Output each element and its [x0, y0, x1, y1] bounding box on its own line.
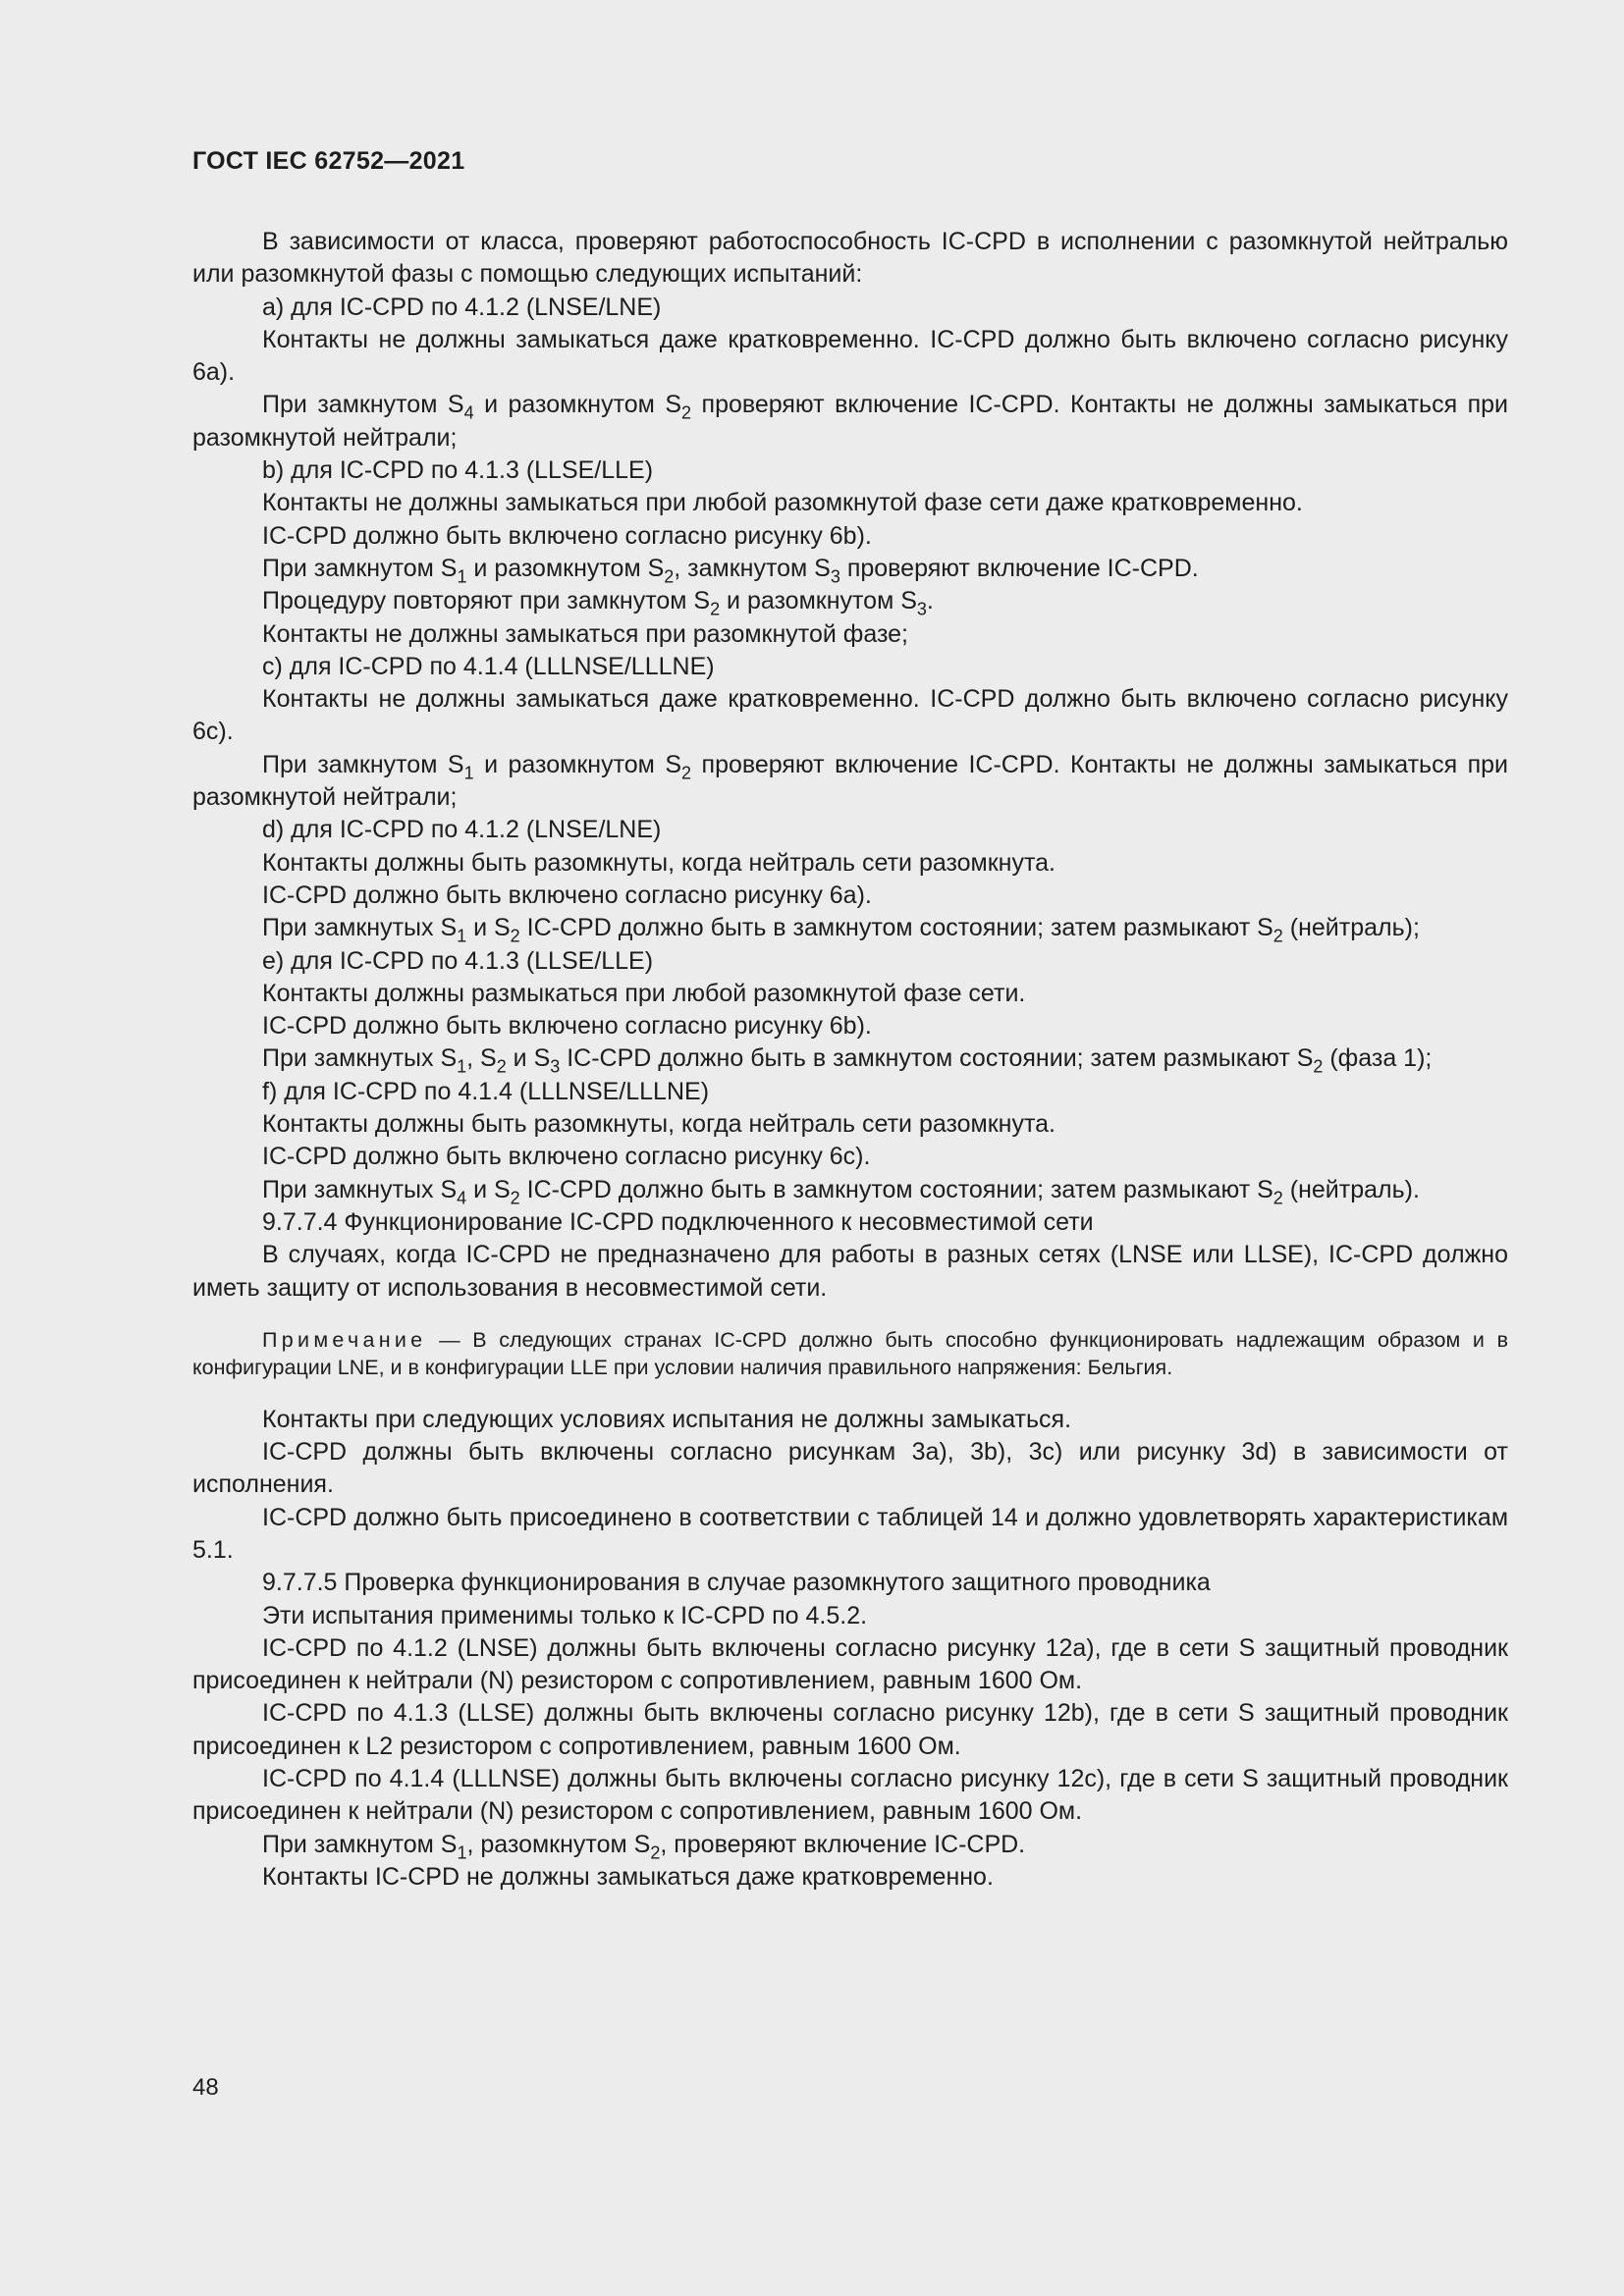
text-segment: , разомкнутом S	[466, 1830, 651, 1858]
subscript: 2	[496, 1056, 507, 1077]
text-segment: и разомкнутом S	[473, 750, 682, 778]
text-segment: (фаза 1);	[1323, 1044, 1433, 1073]
subscript: 2	[1313, 1056, 1324, 1077]
subscript: 1	[463, 763, 474, 783]
paragraph: IC-CPD должно быть включено согласно рисунку 6b).	[262, 1012, 872, 1041]
text-segment: проверяют включение IC-CPD. Контакты не должны замыкаться при разомкнутой нейтрали;	[192, 391, 1509, 452]
text-segment: Процедуру повторяют при замкнутом S	[262, 587, 711, 615]
paragraph: IC-CPD по 4.1.3 (LLSE) должны быть включены согласно рисунку 12b), где в сети S защитный проводник присоединен к L2 резистором с сопротивлением, равным 1600 Ом.	[192, 1699, 1508, 1760]
paragraph	[192, 1174, 1508, 1206]
paragraph	[192, 389, 1508, 454]
subscript: 4	[457, 1187, 467, 1207]
text-segment: и разомкнутом S	[720, 587, 917, 615]
paragraph	[192, 553, 1508, 585]
subscript: 3	[916, 599, 927, 619]
paragraph: В случаях, когда IC-CPD не предназначено для работы в разных сетях (LNSE или LLSE), IC-CPD должно иметь защиту от использования в несовместимой сети.	[192, 1241, 1508, 1302]
text-segment: , проверяют включение IC-CPD.	[660, 1830, 1026, 1858]
subscript: 2	[681, 763, 692, 783]
paragraph	[192, 912, 1508, 944]
paragraph: Контакты не должны замыкаться при любой разомкнутой фазе сети даже кратковременно.	[262, 489, 1303, 517]
text-segment: (нейтраль).	[1282, 1175, 1420, 1203]
paragraph: Контакты не должны замыкаться даже кратковременно. IC-CPD должно быть включено согласно рисунку 6c).	[192, 685, 1508, 746]
document-header: ГОСТ IEC 62752—2021	[192, 147, 465, 175]
page-number: 48	[192, 2074, 219, 2101]
subscript: 1	[457, 1056, 467, 1077]
subscript: 2	[664, 566, 675, 587]
paragraph: а) для IC-CPD по 4.1.2 (LNSE/LNE)	[262, 293, 662, 321]
text-segment: IC-CPD должно быть в замкнутом состоянии; затем размыкают S	[560, 1044, 1314, 1073]
subscript: 2	[1272, 1187, 1283, 1207]
note-label: Примечание	[262, 1327, 427, 1352]
text-segment: проверяют включение IC-CPD. Контакты не должны замыкаться при разомкнутой нейтрали;	[192, 750, 1509, 812]
subscript: 4	[463, 402, 474, 423]
paragraph: Контакты при следующих условиях испытания не должны замыкаться.	[262, 1405, 1072, 1433]
text-segment: При замкнутом S	[262, 750, 464, 778]
text-segment: При замкнутых S	[262, 1044, 458, 1073]
paragraph: b) для IC-CPD по 4.1.3 (LLSE/LLE)	[262, 456, 654, 485]
paragraphs-section-2	[192, 1404, 1508, 1894]
paragraph: IC-CPD должно быть включено согласно рисунку 6c).	[262, 1143, 871, 1171]
text-segment: При замкнутом S	[262, 1830, 458, 1858]
paragraph: 9.7.7.4 Функционирование IC-CPD подключенного к несовместимой сети	[262, 1207, 1094, 1236]
paragraph: d) для IC-CPD по 4.1.2 (LNSE/LNE)	[262, 816, 662, 844]
paragraph	[192, 1829, 1508, 1861]
text-segment: (нейтраль);	[1282, 914, 1420, 942]
text-segment: При замкнутом S	[262, 554, 458, 582]
text-segment: .	[926, 587, 934, 615]
document-body	[192, 226, 1508, 1894]
paragraph: Контакты должны быть разомкнуты, когда нейтраль сети разомкнута.	[262, 1110, 1056, 1139]
paragraph: Контакты IC-CPD не должны замыкаться даже кратковременно.	[262, 1862, 994, 1891]
text-segment: При замкнутых S	[262, 914, 458, 942]
paragraph: IC-CPD по 4.1.4 (LLLNSE) должны быть включены согласно рисунку 12c), где в сети S защитный проводник присоединен к нейтрали (N) резистором с сопротивлением, равным 1600 Ом.	[192, 1765, 1508, 1826]
subscript: 1	[457, 566, 467, 587]
subscript: 2	[710, 599, 721, 619]
note-text: — В следующих странах IC-CPD должно быть способно функционировать надлежащим образом и в конфигурации LNE, и в конфигурации LLE при условии наличия правильного напряжения: Бельгия.	[192, 1327, 1508, 1380]
text-segment: , S	[466, 1044, 497, 1073]
paragraph: IC-CPD должно быть включено согласно рисунку 6b).	[262, 521, 872, 550]
text-segment: и S	[466, 914, 511, 942]
paragraph	[192, 1042, 1508, 1075]
text-segment: IC-CPD должно быть в замкнутом состоянии; затем размыкают S	[519, 914, 1273, 942]
paragraph: IC-CPD по 4.1.2 (LNSE) должны быть включены согласно рисунку 12а), где в сети S защитный проводник присоединен к нейтрали (N) резистором с сопротивлением, равным 1600 Ом.	[192, 1633, 1508, 1695]
paragraph: Контакты не должны замыкаться даже кратковременно. IC-CPD должно быть включено согласно рисунку 6а).	[192, 325, 1508, 387]
subscript: 2	[510, 926, 520, 946]
text-segment: При замкнутых S	[262, 1175, 458, 1203]
paragraph: IC-CPD должны быть включены согласно рисункам 3а), 3b), 3c) или рисунку 3d) в зависимости от исполнения.	[192, 1438, 1508, 1499]
paragraph	[192, 585, 1508, 617]
text-segment: и разомкнутом S	[466, 554, 665, 582]
paragraph: Контакты должны быть разомкнуты, когда нейтраль сети разомкнута.	[262, 848, 1056, 877]
paragraph	[192, 749, 1508, 815]
text-segment: проверяют включение IC-CPD.	[839, 554, 1199, 582]
text-segment: , замкнутом S	[674, 554, 831, 582]
subscript: 3	[550, 1056, 561, 1077]
subscript: 2	[1272, 926, 1283, 946]
paragraph: c) для IC-CPD по 4.1.4 (LLLNSE/LLLNE)	[262, 652, 715, 680]
text-segment: и S	[506, 1044, 551, 1073]
text-segment: IC-CPD должно быть в замкнутом состоянии; затем размыкают S	[519, 1175, 1273, 1203]
subscript: 2	[681, 402, 692, 423]
subscript: 1	[457, 1842, 467, 1862]
text-segment: и разомкнутом S	[473, 391, 682, 419]
paragraph: 9.7.7.5 Проверка функционирования в случае разомкнутого защитного проводника	[262, 1569, 1211, 1597]
paragraph: Эти испытания применимы только к IC-CPD по 4.5.2.	[262, 1601, 868, 1629]
paragraph: IC-CPD должно быть присоединено в соответствии с таблицей 14 и должно удовлетворять характеристикам 5.1.	[192, 1503, 1508, 1564]
subscript: 1	[457, 926, 467, 946]
paragraph: Контакты должны размыкаться при любой разомкнутой фазе сети.	[262, 979, 1026, 1007]
paragraph: f) для IC-CPD по 4.1.4 (LLLNSE/LLLNE)	[262, 1077, 710, 1105]
text-segment: и S	[466, 1175, 511, 1203]
subscript: 2	[510, 1187, 520, 1207]
paragraph: Контакты не должны замыкаться при разомкнутой фазе;	[262, 619, 908, 648]
paragraphs-section-1	[192, 226, 1508, 1305]
subscript: 2	[650, 1842, 661, 1862]
paragraph: e) для IC-CPD по 4.1.3 (LLSE/LLE)	[262, 946, 654, 975]
note-paragraph	[192, 1326, 1508, 1382]
text-segment: При замкнутом S	[262, 391, 464, 419]
paragraph: IC-CPD должно быть включено согласно рисунку 6а).	[262, 881, 872, 909]
subscript: 3	[830, 566, 840, 587]
paragraph: В зависимости от класса, проверяют работоспособность IC-CPD в исполнении с разомкнутой нейтралью или разомкнутой фазы с помощью следующих испытаний:	[192, 228, 1508, 289]
